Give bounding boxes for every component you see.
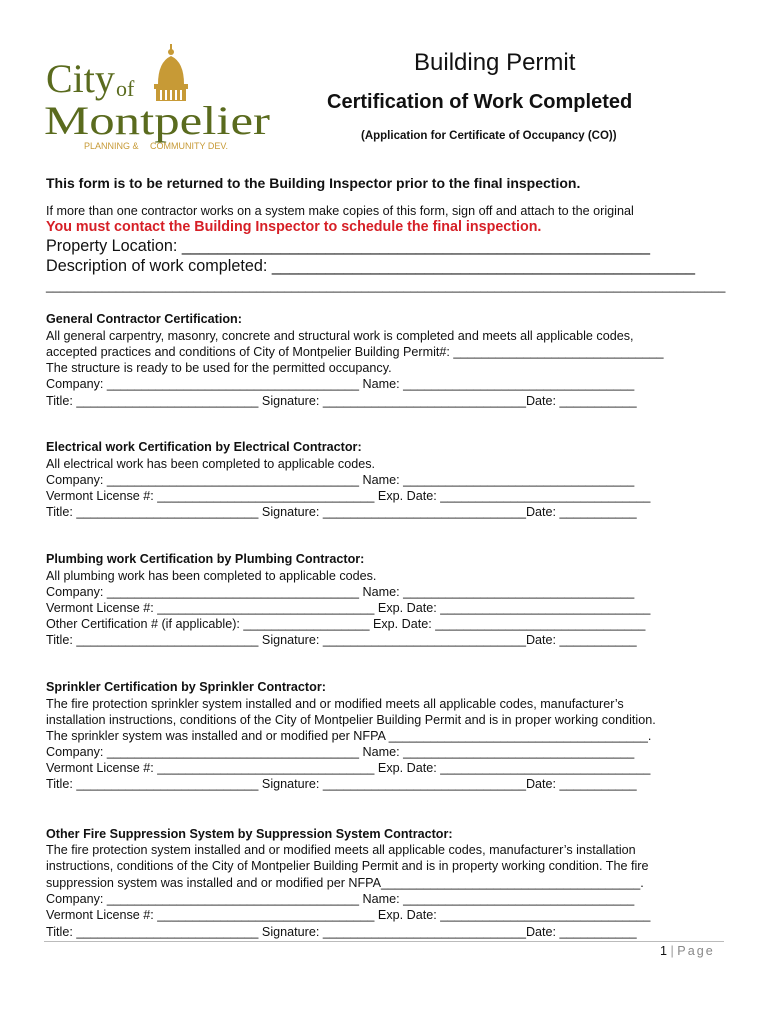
multi-contractor-note: If more than one contractor works on a system make copies of this form, sign off and attach to the original bbox=[46, 204, 634, 218]
other-fire-text-2: instructions, conditions of the City of Montpelier Building Permit and is in property working condition. The fire bbox=[46, 859, 649, 873]
page-subtitle: Certification of Work Completed bbox=[327, 91, 633, 113]
sprinkler-license-field[interactable]: Vermont License #: _______________________________ Exp. Date: ______________________________ bbox=[46, 761, 651, 775]
property-location-field[interactable]: Property Location: ____________________________________________________ bbox=[46, 237, 651, 255]
other-fire-text-3[interactable]: suppression system was installed and or modified per NFPA_____________________________________. bbox=[46, 876, 644, 890]
other-fire-company-field[interactable]: Company: ____________________________________ Name: _________________________________ bbox=[46, 892, 635, 906]
electrical-title-field[interactable]: Title: __________________________ Signature: _____________________________Date: ___________ bbox=[46, 505, 637, 519]
other-fire-title-field[interactable]: Title: __________________________ Signature: _____________________________Date: ___________ bbox=[46, 925, 637, 939]
plumbing-heading: Plumbing work Certification by Plumbing Contractor: bbox=[46, 552, 365, 566]
general-text-3: The structure is ready to be used for the permitted occupancy. bbox=[46, 361, 392, 375]
logo-montpelier-text: Montpelier bbox=[44, 98, 270, 143]
logo-city-text: City bbox=[46, 56, 115, 101]
plumbing-text-1: All plumbing work has been completed to applicable codes. bbox=[46, 569, 377, 583]
plumbing-license-field[interactable]: Vermont License #: _______________________________ Exp. Date: ______________________________ bbox=[46, 601, 651, 615]
sprinkler-text-2: installation instructions, conditions of the City of Montpelier Building Permit and is in proper working condition. bbox=[46, 713, 656, 727]
page-title: Building Permit bbox=[414, 49, 576, 76]
logo-of-text: of bbox=[116, 76, 135, 101]
page-separator: | bbox=[670, 944, 674, 958]
electrical-company-field[interactable]: Company: ____________________________________ Name: _________________________________ bbox=[46, 473, 635, 487]
contact-warning: You must contact the Building Inspector to schedule the final inspection. bbox=[46, 219, 542, 235]
page-number bbox=[660, 944, 715, 958]
general-title-field[interactable]: Title: __________________________ Signature: _____________________________Date: ___________ bbox=[46, 394, 637, 408]
other-fire-license-field[interactable]: Vermont License #: _______________________________ Exp. Date: ______________________________ bbox=[46, 908, 651, 922]
page-note: (Application for Certificate of Occupancy (CO)) bbox=[361, 130, 617, 142]
page-word: Page bbox=[677, 944, 715, 958]
sprinkler-text-1: The fire protection sprinkler system installed and or modified meets all applicable codes, manufacturer’s bbox=[46, 697, 624, 711]
electrical-heading: Electrical work Certification by Electrical Contractor: bbox=[46, 440, 362, 454]
logo-tagline-right: COMMUNITY DEV. bbox=[150, 141, 229, 151]
other-fire-heading: Other Fire Suppression System by Suppression System Contractor: bbox=[46, 827, 453, 841]
electrical-license-field[interactable]: Vermont License #: _______________________________ Exp. Date: ______________________________ bbox=[46, 489, 651, 503]
return-notice: This form is to be returned to the Building Inspector prior to the final inspection. bbox=[46, 175, 581, 191]
plumbing-company-field[interactable]: Company: ____________________________________ Name: _________________________________ bbox=[46, 585, 635, 599]
sprinkler-heading: Sprinkler Certification by Sprinkler Contractor: bbox=[46, 680, 326, 694]
sprinkler-title-field[interactable]: Title: __________________________ Signature: _____________________________Date: ___________ bbox=[46, 777, 637, 791]
page-number-value: 1 bbox=[660, 944, 668, 958]
sprinkler-company-field[interactable]: Company: ____________________________________ Name: _________________________________ bbox=[46, 745, 635, 759]
general-company-field[interactable]: Company: ____________________________________ Name: _________________________________ bbox=[46, 377, 635, 391]
electrical-text-1: All electrical work has been completed to applicable codes. bbox=[46, 457, 376, 471]
general-text-2[interactable]: accepted practices and conditions of City of Montpelier Building Permit#: ______________________________ bbox=[46, 345, 664, 359]
general-heading: General Contractor Certification: bbox=[46, 312, 242, 326]
description-blank-line[interactable]: _________________________________________________________________________________________________ bbox=[46, 279, 726, 293]
description-field[interactable]: Description of work completed: _______________________________________________ bbox=[46, 257, 695, 275]
other-fire-text-1: The fire protection system installed and or modified meets all applicable codes, manufacturer’s installation bbox=[46, 843, 636, 857]
sprinkler-text-3[interactable]: The sprinkler system was installed and or modified per NFPA _____________________________________. bbox=[46, 729, 652, 743]
plumbing-other-cert-field[interactable]: Other Certification # (if applicable): __________________ Exp. Date: ______________________________ bbox=[46, 617, 646, 631]
general-text-1: All general carpentry, masonry, concrete and structural work is completed and meets all applicable codes, bbox=[46, 329, 634, 343]
plumbing-title-field[interactable]: Title: __________________________ Signature: _____________________________Date: ___________ bbox=[46, 633, 637, 647]
logo-tagline-left: PLANNING & bbox=[84, 141, 139, 151]
footer-divider bbox=[44, 941, 724, 942]
city-of-montpelier-logo bbox=[42, 40, 277, 152]
